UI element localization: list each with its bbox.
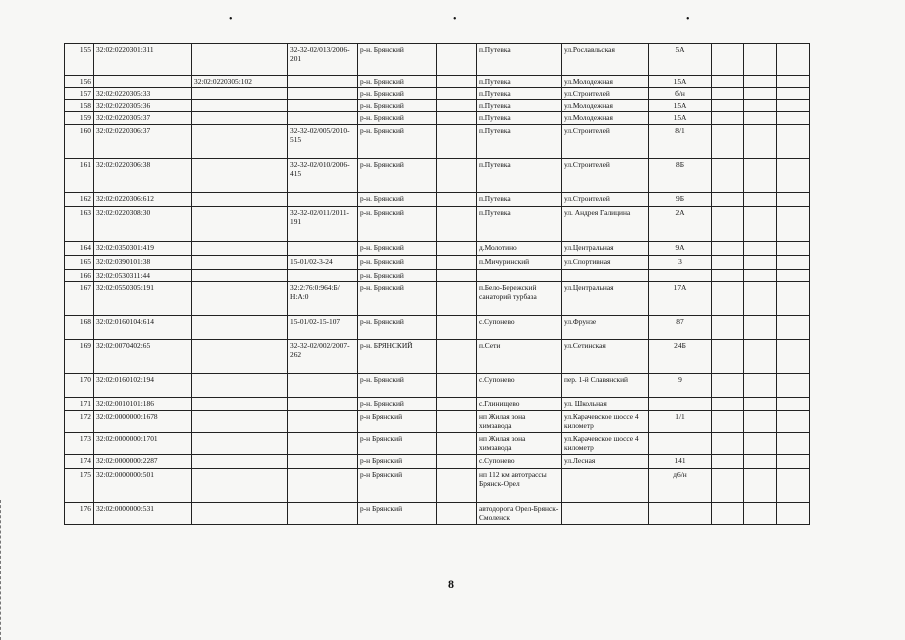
empty-cell — [777, 256, 810, 270]
empty-cell — [744, 76, 777, 88]
empty-cell — [777, 270, 810, 282]
previous-cadastral-number — [192, 503, 288, 525]
row-number: 155 — [65, 44, 94, 76]
empty-cell — [777, 455, 810, 469]
settlement: с.Глинищево — [477, 398, 562, 411]
street — [562, 503, 649, 525]
empty-cell — [712, 88, 744, 100]
empty-cell — [777, 207, 810, 242]
house-number: 15А — [649, 100, 712, 112]
table-row — [65, 270, 810, 282]
street: ул.Спортивная — [562, 256, 649, 270]
previous-cadastral-number — [192, 112, 288, 125]
empty-cell — [437, 159, 477, 193]
settlement: п.Путевка — [477, 193, 562, 207]
street: ул.Строителей — [562, 88, 649, 100]
house-number: 9 — [649, 374, 712, 398]
previous-cadastral-number — [192, 270, 288, 282]
settlement: с.Супонево — [477, 316, 562, 340]
house-number: 15А — [649, 112, 712, 125]
district: р-н. Брянский — [358, 112, 437, 125]
empty-cell — [712, 112, 744, 125]
empty-cell — [744, 193, 777, 207]
row-number: 172 — [65, 411, 94, 433]
empty-cell — [437, 316, 477, 340]
registration-number — [288, 411, 358, 433]
house-number: 24Б — [649, 340, 712, 374]
registration-number — [288, 88, 358, 100]
settlement: автодорога Орел-Брянск-Смоленск — [477, 503, 562, 525]
district: р-н. Брянский — [358, 159, 437, 193]
empty-cell — [712, 100, 744, 112]
cadastral-number: 32:02:0530311:44 — [94, 270, 192, 282]
empty-cell — [744, 433, 777, 455]
settlement: с.Супонево — [477, 374, 562, 398]
cadastral-number: 32:02:0000000:501 — [94, 469, 192, 503]
previous-cadastral-number — [192, 256, 288, 270]
house-number: 1/1 — [649, 411, 712, 433]
house-number: б/н — [649, 88, 712, 100]
empty-cell — [712, 469, 744, 503]
empty-cell — [777, 112, 810, 125]
district: р-н. Брянский — [358, 100, 437, 112]
row-number: 161 — [65, 159, 94, 193]
cadastral-number: 32:02:0000000:531 — [94, 503, 192, 525]
empty-cell — [712, 433, 744, 455]
empty-cell — [437, 207, 477, 242]
street: ул.Молодежная — [562, 76, 649, 88]
district: р-н. Брянский — [358, 398, 437, 411]
empty-cell — [712, 256, 744, 270]
empty-cell — [777, 159, 810, 193]
district: р-н. Брянский — [358, 193, 437, 207]
settlement: п.Мичуринский — [477, 256, 562, 270]
previous-cadastral-number — [192, 159, 288, 193]
previous-cadastral-number — [192, 282, 288, 316]
district: р-н. БРЯНСКИЙ — [358, 340, 437, 374]
house-number: 8/1 — [649, 125, 712, 159]
empty-cell — [744, 159, 777, 193]
scan-mark: • — [453, 14, 457, 25]
district: р-н. Брянский — [358, 76, 437, 88]
cadastral-number: 32:02:0220308:30 — [94, 207, 192, 242]
house-number — [649, 433, 712, 455]
house-number: д6/н — [649, 469, 712, 503]
previous-cadastral-number — [192, 88, 288, 100]
settlement: п.Путевка — [477, 76, 562, 88]
table-row — [65, 100, 810, 112]
empty-cell — [744, 340, 777, 374]
cadastral-number: 32:02:0350301:419 — [94, 242, 192, 256]
row-number: 167 — [65, 282, 94, 316]
cadastral-number: 32:02:0070402:65 — [94, 340, 192, 374]
empty-cell — [744, 469, 777, 503]
empty-cell — [437, 88, 477, 100]
empty-cell — [744, 100, 777, 112]
empty-cell — [437, 242, 477, 256]
registration-number — [288, 433, 358, 455]
empty-cell — [744, 125, 777, 159]
empty-cell — [744, 256, 777, 270]
cadastral-number: 32:02:0000000:1678 — [94, 411, 192, 433]
empty-cell — [437, 270, 477, 282]
district: р-н. Брянский — [358, 88, 437, 100]
table-row — [65, 44, 810, 76]
empty-cell — [712, 159, 744, 193]
empty-cell — [712, 242, 744, 256]
empty-cell — [712, 76, 744, 88]
registration-number: 32-32-02/013/2006-201 — [288, 44, 358, 76]
row-number: 176 — [65, 503, 94, 525]
street: ул.Карачевское шоссе 4 километр — [562, 433, 649, 455]
street: ул.Карачевское шоссе 4 километр — [562, 411, 649, 433]
empty-cell — [777, 503, 810, 525]
cadastral-number: 32:02:0220306:38 — [94, 159, 192, 193]
registration-number — [288, 374, 358, 398]
table-row — [65, 125, 810, 159]
settlement: п.Путевка — [477, 88, 562, 100]
row-number: 174 — [65, 455, 94, 469]
empty-cell — [437, 455, 477, 469]
district: р-н. Брянский — [358, 242, 437, 256]
row-number: 163 — [65, 207, 94, 242]
empty-cell — [437, 44, 477, 76]
district: р-н. Брянский — [358, 270, 437, 282]
district: р-н. Брянский — [358, 44, 437, 76]
street: ул.Молодежная — [562, 112, 649, 125]
previous-cadastral-number — [192, 242, 288, 256]
empty-cell — [437, 282, 477, 316]
cadastral-number: 32:02:0160102:194 — [94, 374, 192, 398]
settlement: п.Сети — [477, 340, 562, 374]
registration-number — [288, 270, 358, 282]
district: р-н. Брянский — [358, 256, 437, 270]
district: р-н Брянский — [358, 455, 437, 469]
empty-cell — [712, 316, 744, 340]
table-row — [65, 316, 810, 340]
row-number: 165 — [65, 256, 94, 270]
house-number: 9А — [649, 242, 712, 256]
empty-cell — [777, 398, 810, 411]
house-number: 3 — [649, 256, 712, 270]
empty-cell — [712, 282, 744, 316]
registration-number — [288, 76, 358, 88]
row-number: 173 — [65, 433, 94, 455]
empty-cell — [437, 256, 477, 270]
empty-cell — [777, 88, 810, 100]
previous-cadastral-number — [192, 340, 288, 374]
street: ул.Фрунзе — [562, 316, 649, 340]
previous-cadastral-number — [192, 433, 288, 455]
row-number: 169 — [65, 340, 94, 374]
street: ул.Центральная — [562, 242, 649, 256]
previous-cadastral-number — [192, 100, 288, 112]
empty-cell — [777, 411, 810, 433]
cadastral-number: 32:02:0390101:38 — [94, 256, 192, 270]
settlement: п.Бело-Бережский санаторий турбаза — [477, 282, 562, 316]
table-row — [65, 193, 810, 207]
empty-cell — [712, 44, 744, 76]
house-number: 87 — [649, 316, 712, 340]
row-number: 162 — [65, 193, 94, 207]
district: р-н. Брянский — [358, 125, 437, 159]
empty-cell — [437, 411, 477, 433]
street: ул.Лесная — [562, 455, 649, 469]
empty-cell — [777, 340, 810, 374]
empty-cell — [437, 193, 477, 207]
scan-mark: • — [229, 14, 233, 25]
street — [562, 469, 649, 503]
row-number: 171 — [65, 398, 94, 411]
row-number: 157 — [65, 88, 94, 100]
district: р-н. Брянский — [358, 207, 437, 242]
empty-cell — [744, 88, 777, 100]
cadastral-number: 32:02:0220305:36 — [94, 100, 192, 112]
settlement: нп Жилая зона химзавода — [477, 433, 562, 455]
cadastral-number: 32:02:0000000:2287 — [94, 455, 192, 469]
empty-cell — [777, 316, 810, 340]
previous-cadastral-number — [192, 374, 288, 398]
empty-cell — [777, 125, 810, 159]
empty-cell — [712, 340, 744, 374]
previous-cadastral-number — [192, 469, 288, 503]
street: пер. 1-й Славянский — [562, 374, 649, 398]
settlement: п.Путевка — [477, 100, 562, 112]
row-number: 159 — [65, 112, 94, 125]
house-number — [649, 398, 712, 411]
previous-cadastral-number — [192, 193, 288, 207]
empty-cell — [712, 503, 744, 525]
registration-number: 32-32-02/002/2007-262 — [288, 340, 358, 374]
district: р-н. Брянский — [358, 374, 437, 398]
house-number — [649, 270, 712, 282]
table-row — [65, 469, 810, 503]
registration-number — [288, 398, 358, 411]
registration-number — [288, 112, 358, 125]
settlement: нп 112 км автотрассы Брянск-Орел — [477, 469, 562, 503]
empty-cell — [744, 374, 777, 398]
registration-number: 32:2:76:0:964:Б/Н:А:0 — [288, 282, 358, 316]
row-number: 164 — [65, 242, 94, 256]
empty-cell — [777, 433, 810, 455]
empty-cell — [437, 374, 477, 398]
empty-cell — [437, 340, 477, 374]
settlement: с.Супонево — [477, 455, 562, 469]
registration-number — [288, 503, 358, 525]
street: ул.Сетинская — [562, 340, 649, 374]
previous-cadastral-number — [192, 44, 288, 76]
settlement: п.Путевка — [477, 125, 562, 159]
street: ул. Андрея Галицина — [562, 207, 649, 242]
empty-cell — [712, 455, 744, 469]
settlement: п.Путевка — [477, 112, 562, 125]
registration-number: 15-01/02-3-24 — [288, 256, 358, 270]
cadastral-number: 32:02:0220305:33 — [94, 88, 192, 100]
empty-cell — [744, 270, 777, 282]
registration-number: 15-01/02-15-107 — [288, 316, 358, 340]
empty-cell — [712, 207, 744, 242]
cadastral-number: 32:02:0220305:37 — [94, 112, 192, 125]
table-row — [65, 433, 810, 455]
settlement — [477, 270, 562, 282]
street: ул. Школьная — [562, 398, 649, 411]
cadastral-number: 32:02:0010101:186 — [94, 398, 192, 411]
cadastral-number: 32:02:0220306:612 — [94, 193, 192, 207]
table-row — [65, 374, 810, 398]
street: ул.Центральная — [562, 282, 649, 316]
district: р-н Брянский — [358, 411, 437, 433]
cadastral-number: 32:02:0000000:1701 — [94, 433, 192, 455]
row-number: 166 — [65, 270, 94, 282]
district: р-н Брянский — [358, 433, 437, 455]
empty-cell — [777, 469, 810, 503]
empty-cell — [744, 455, 777, 469]
page-edge — [0, 500, 3, 640]
previous-cadastral-number — [192, 411, 288, 433]
empty-cell — [744, 44, 777, 76]
cadastral-number — [94, 76, 192, 88]
previous-cadastral-number: 32:02:0220305:102 — [192, 76, 288, 88]
cadastral-number: 32:02:0160104:614 — [94, 316, 192, 340]
scan-mark: • — [686, 14, 690, 25]
street: ул.Строителей — [562, 159, 649, 193]
empty-cell — [437, 125, 477, 159]
registration-number: 32-32-02/010/2006-415 — [288, 159, 358, 193]
street: ул.Молодежная — [562, 100, 649, 112]
property-register-table — [64, 43, 810, 525]
row-number: 158 — [65, 100, 94, 112]
table-row — [65, 256, 810, 270]
settlement: п.Путевка — [477, 159, 562, 193]
empty-cell — [777, 100, 810, 112]
table-row — [65, 207, 810, 242]
empty-cell — [437, 76, 477, 88]
registration-number — [288, 242, 358, 256]
empty-cell — [437, 112, 477, 125]
settlement: д.Молотино — [477, 242, 562, 256]
table-row — [65, 242, 810, 256]
table-row — [65, 455, 810, 469]
previous-cadastral-number — [192, 398, 288, 411]
row-number: 160 — [65, 125, 94, 159]
registration-number: 32-32-02/011/2011-191 — [288, 207, 358, 242]
empty-cell — [437, 398, 477, 411]
page-number: 8 — [448, 577, 454, 591]
empty-cell — [744, 503, 777, 525]
empty-cell — [712, 125, 744, 159]
row-number: 156 — [65, 76, 94, 88]
empty-cell — [712, 374, 744, 398]
empty-cell — [712, 193, 744, 207]
empty-cell — [777, 44, 810, 76]
empty-cell — [712, 398, 744, 411]
empty-cell — [777, 282, 810, 316]
house-number: 2А — [649, 207, 712, 242]
settlement: п.Путевка — [477, 207, 562, 242]
empty-cell — [744, 112, 777, 125]
empty-cell — [437, 433, 477, 455]
table-row — [65, 340, 810, 374]
row-number: 168 — [65, 316, 94, 340]
empty-cell — [712, 270, 744, 282]
empty-cell — [744, 398, 777, 411]
previous-cadastral-number — [192, 316, 288, 340]
house-number: 9Б — [649, 193, 712, 207]
previous-cadastral-number — [192, 125, 288, 159]
registration-number — [288, 455, 358, 469]
house-number: 5А — [649, 44, 712, 76]
empty-cell — [744, 411, 777, 433]
street — [562, 270, 649, 282]
table-row — [65, 112, 810, 125]
district: р-н Брянский — [358, 503, 437, 525]
table-row — [65, 282, 810, 316]
previous-cadastral-number — [192, 207, 288, 242]
house-number: 17А — [649, 282, 712, 316]
street: ул.Строителей — [562, 125, 649, 159]
house-number: 15А — [649, 76, 712, 88]
empty-cell — [744, 207, 777, 242]
settlement: нп Жилая зона химзавода — [477, 411, 562, 433]
table-row — [65, 76, 810, 88]
house-number: 8Б — [649, 159, 712, 193]
table-row — [65, 411, 810, 433]
table-row — [65, 398, 810, 411]
district: р-н. Брянский — [358, 316, 437, 340]
table-row — [65, 88, 810, 100]
district: р-н Брянский — [358, 469, 437, 503]
cadastral-number: 32:02:0220301:311 — [94, 44, 192, 76]
street: ул.Строителей — [562, 193, 649, 207]
registration-number — [288, 193, 358, 207]
registration-number — [288, 469, 358, 503]
cadastral-number: 32:02:0550305:191 — [94, 282, 192, 316]
empty-cell — [712, 411, 744, 433]
house-number — [649, 503, 712, 525]
cadastral-number: 32:02:0220306:37 — [94, 125, 192, 159]
empty-cell — [744, 316, 777, 340]
previous-cadastral-number — [192, 455, 288, 469]
row-number: 175 — [65, 469, 94, 503]
empty-cell — [437, 469, 477, 503]
empty-cell — [744, 282, 777, 316]
district: р-н. Брянский — [358, 282, 437, 316]
empty-cell — [777, 374, 810, 398]
street: ул.Рославльская — [562, 44, 649, 76]
house-number: 141 — [649, 455, 712, 469]
empty-cell — [777, 76, 810, 88]
empty-cell — [777, 242, 810, 256]
table-row — [65, 159, 810, 193]
empty-cell — [437, 503, 477, 525]
table-row — [65, 503, 810, 525]
empty-cell — [744, 242, 777, 256]
empty-cell — [437, 100, 477, 112]
empty-cell — [777, 193, 810, 207]
registration-number — [288, 100, 358, 112]
registration-number: 32-32-02/005/2010-515 — [288, 125, 358, 159]
row-number: 170 — [65, 374, 94, 398]
settlement: п.Путевка — [477, 44, 562, 76]
